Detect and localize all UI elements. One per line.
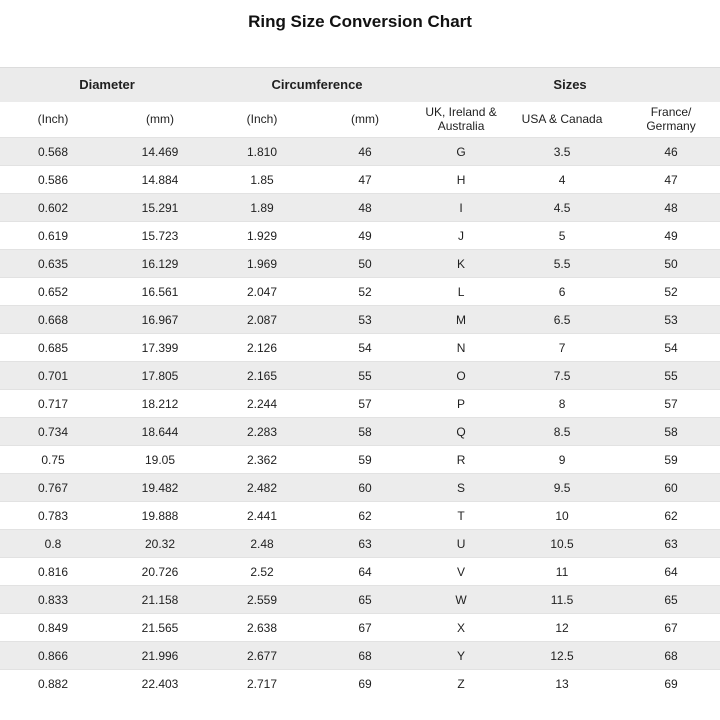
table-row [0, 642, 720, 670]
table-cell: 6 [502, 278, 622, 306]
table-cell: 11 [502, 558, 622, 586]
table-cell: 69 [622, 670, 720, 698]
table-cell: 2.047 [214, 278, 310, 306]
table-cell: 1.969 [214, 250, 310, 278]
table-row [0, 362, 720, 390]
table-cell: 0.833 [0, 586, 106, 614]
table-cell: 13 [502, 670, 622, 698]
table-cell: 58 [622, 418, 720, 446]
table-cell: 0.8 [0, 530, 106, 558]
table-row [0, 530, 720, 558]
table-cell: 55 [622, 362, 720, 390]
table-cell: 59 [310, 446, 420, 474]
table-cell: 1.89 [214, 194, 310, 222]
table-cell: 67 [310, 614, 420, 642]
table-cell: 14.469 [106, 138, 214, 166]
table-cell: X [420, 614, 502, 642]
table-cell: 5.5 [502, 250, 622, 278]
col-header-usa-canada: USA & Canada [502, 102, 622, 138]
table-cell: 53 [622, 306, 720, 334]
table-row [0, 418, 720, 446]
table-cell: 62 [310, 502, 420, 530]
table-row [0, 250, 720, 278]
table-cell: 9 [502, 446, 622, 474]
table-row [0, 222, 720, 250]
table-row [0, 558, 720, 586]
table-cell: 20.726 [106, 558, 214, 586]
table-cell: 55 [310, 362, 420, 390]
table-cell: 2.283 [214, 418, 310, 446]
table-cell: 46 [310, 138, 420, 166]
table-cell: 46 [622, 138, 720, 166]
table-cell: 2.165 [214, 362, 310, 390]
table-cell: 1.929 [214, 222, 310, 250]
table-cell: 18.212 [106, 390, 214, 418]
table-cell: 2.362 [214, 446, 310, 474]
table-cell: 0.568 [0, 138, 106, 166]
group-header-sizes: Sizes [420, 68, 720, 102]
table-cell: 2.48 [214, 530, 310, 558]
table-cell: 49 [622, 222, 720, 250]
table-cell: 50 [310, 250, 420, 278]
table-row [0, 166, 720, 194]
table-cell: 19.888 [106, 502, 214, 530]
table-cell: 0.767 [0, 474, 106, 502]
table-cell: 4.5 [502, 194, 622, 222]
table-cell: 59 [622, 446, 720, 474]
col-header-france-germany: France/ Germany [622, 102, 720, 138]
table-cell: 2.717 [214, 670, 310, 698]
table-cell: J [420, 222, 502, 250]
table-row [0, 138, 720, 166]
table-cell: 4 [502, 166, 622, 194]
table-cell: R [420, 446, 502, 474]
table-cell: 19.05 [106, 446, 214, 474]
table-cell: G [420, 138, 502, 166]
table-cell: 22.403 [106, 670, 214, 698]
table-cell: 2.677 [214, 642, 310, 670]
table-cell: K [420, 250, 502, 278]
table-cell: 2.126 [214, 334, 310, 362]
table-cell: 1.810 [214, 138, 310, 166]
table-cell: 60 [310, 474, 420, 502]
table-row [0, 446, 720, 474]
col-header-circumference-inch: (Inch) [214, 102, 310, 138]
table-cell: 8.5 [502, 418, 622, 446]
table-cell: 3.5 [502, 138, 622, 166]
table-cell: U [420, 530, 502, 558]
table-cell: 17.399 [106, 334, 214, 362]
table-cell: 53 [310, 306, 420, 334]
table-row [0, 334, 720, 362]
table-row [0, 502, 720, 530]
table-cell: 62 [622, 502, 720, 530]
table-cell: 2.087 [214, 306, 310, 334]
group-header-diameter: Diameter [0, 68, 214, 102]
table-cell: 67 [622, 614, 720, 642]
table-cell: 2.441 [214, 502, 310, 530]
table-cell: Y [420, 642, 502, 670]
table-row [0, 278, 720, 306]
table-cell: 0.701 [0, 362, 106, 390]
table-cell: 15.291 [106, 194, 214, 222]
table-cell: 6.5 [502, 306, 622, 334]
table-cell: 9.5 [502, 474, 622, 502]
table-cell: Q [420, 418, 502, 446]
table-cell: 15.723 [106, 222, 214, 250]
table-cell: 0.75 [0, 446, 106, 474]
table-cell: 57 [622, 390, 720, 418]
table-cell: 63 [310, 530, 420, 558]
group-header-circumference: Circumference [214, 68, 420, 102]
table-cell: 0.866 [0, 642, 106, 670]
table-cell: 0.586 [0, 166, 106, 194]
table-cell: 0.882 [0, 670, 106, 698]
table-cell: 65 [622, 586, 720, 614]
table-cell: 0.635 [0, 250, 106, 278]
table-cell: 14.884 [106, 166, 214, 194]
table-cell: S [420, 474, 502, 502]
table-cell: 5 [502, 222, 622, 250]
table-cell: 10.5 [502, 530, 622, 558]
page-title: Ring Size Conversion Chart [248, 12, 472, 31]
table-cell: I [420, 194, 502, 222]
table-cell: 2.52 [214, 558, 310, 586]
table-cell: 0.717 [0, 390, 106, 418]
table-cell: 0.734 [0, 418, 106, 446]
table-cell: 54 [622, 334, 720, 362]
table-cell: 52 [310, 278, 420, 306]
col-header-diameter-inch: (Inch) [0, 102, 106, 138]
table-row [0, 586, 720, 614]
table-cell: 60 [622, 474, 720, 502]
table-cell: 0.602 [0, 194, 106, 222]
table-cell: 58 [310, 418, 420, 446]
table-cell: 0.619 [0, 222, 106, 250]
table-cell: 0.816 [0, 558, 106, 586]
group-header-row [0, 68, 720, 102]
table-cell: W [420, 586, 502, 614]
table-row [0, 474, 720, 502]
ring-size-conversion-table [0, 67, 720, 698]
table-cell: M [420, 306, 502, 334]
table-cell: 20.32 [106, 530, 214, 558]
table-cell: 12.5 [502, 642, 622, 670]
table-cell: L [420, 278, 502, 306]
table-row [0, 390, 720, 418]
table-cell: 68 [622, 642, 720, 670]
table-cell: O [420, 362, 502, 390]
table-cell: 63 [622, 530, 720, 558]
table-cell: 48 [622, 194, 720, 222]
table-cell: 0.652 [0, 278, 106, 306]
table-cell: 0.783 [0, 502, 106, 530]
table-cell: 69 [310, 670, 420, 698]
table-cell: 2.244 [214, 390, 310, 418]
table-cell: 2.638 [214, 614, 310, 642]
table-row [0, 614, 720, 642]
table-cell: 7.5 [502, 362, 622, 390]
table-cell: 52 [622, 278, 720, 306]
table-cell: T [420, 502, 502, 530]
table-cell: 16.129 [106, 250, 214, 278]
column-header-row [0, 102, 720, 138]
table-cell: V [420, 558, 502, 586]
col-header-circumference-mm: (mm) [310, 102, 420, 138]
table-cell: 47 [310, 166, 420, 194]
table-cell: 7 [502, 334, 622, 362]
table-row [0, 306, 720, 334]
table-cell: 16.967 [106, 306, 214, 334]
table-cell: 12 [502, 614, 622, 642]
table-cell: H [420, 166, 502, 194]
table-cell: 8 [502, 390, 622, 418]
table-cell: 50 [622, 250, 720, 278]
col-header-diameter-mm: (mm) [106, 102, 214, 138]
table-cell: 47 [622, 166, 720, 194]
table-cell: 65 [310, 586, 420, 614]
table-cell: 64 [310, 558, 420, 586]
table-cell: 10 [502, 502, 622, 530]
table-row [0, 670, 720, 698]
table-cell: 68 [310, 642, 420, 670]
table-cell: 0.685 [0, 334, 106, 362]
table-cell: 16.561 [106, 278, 214, 306]
table-cell: 0.849 [0, 614, 106, 642]
table-cell: 1.85 [214, 166, 310, 194]
table-cell: 21.158 [106, 586, 214, 614]
table-body [0, 138, 720, 698]
table-cell: 64 [622, 558, 720, 586]
table-cell: 11.5 [502, 586, 622, 614]
col-header-uk-ireland-australia: UK, Ireland & Australia [420, 102, 502, 138]
table-cell: P [420, 390, 502, 418]
table-row [0, 194, 720, 222]
table-cell: 21.996 [106, 642, 214, 670]
table-cell: 48 [310, 194, 420, 222]
table-cell: 18.644 [106, 418, 214, 446]
table-cell: 2.482 [214, 474, 310, 502]
table-cell: 54 [310, 334, 420, 362]
table-cell: 2.559 [214, 586, 310, 614]
table-cell: 57 [310, 390, 420, 418]
table-cell: 19.482 [106, 474, 214, 502]
table-cell: N [420, 334, 502, 362]
table-cell: 0.668 [0, 306, 106, 334]
table-cell: Z [420, 670, 502, 698]
table-cell: 17.805 [106, 362, 214, 390]
table-cell: 49 [310, 222, 420, 250]
table-cell: 21.565 [106, 614, 214, 642]
